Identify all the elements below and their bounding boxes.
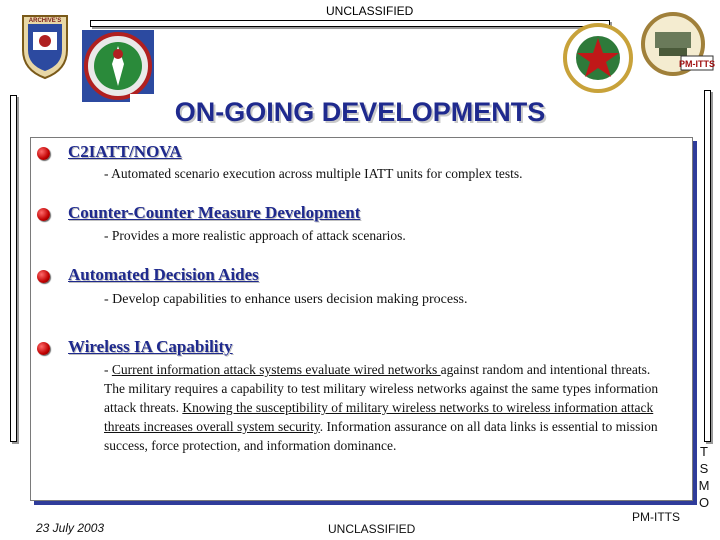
footer-classification: UNCLASSIFIED	[328, 522, 416, 536]
side-letter: T	[700, 444, 708, 459]
desc-underlined-1: Current information attack systems evaluate wired networks	[111, 362, 441, 377]
top-classification: UNCLASSIFIED	[326, 4, 414, 18]
side-letter: M	[698, 478, 710, 493]
pm-itts-logo-text: PM-ITTS	[679, 59, 715, 69]
desc-plain-2: . Information assurance on all data links is essential to mission success, force protection, and information dominance.	[104, 419, 658, 453]
side-letter: S	[699, 461, 709, 476]
item-heading: Automated Decision Aides	[68, 265, 259, 284]
side-letters	[697, 443, 711, 511]
army-seal-logo-text: ARCHIVE'S	[28, 18, 62, 24]
side-letter: O	[698, 495, 710, 510]
item-description: - Provides a more realistic approach of attack scenarios.	[104, 228, 406, 243]
footer-date: 23 July 2003	[36, 521, 105, 535]
desc-dash: -	[104, 362, 112, 377]
star-emblem-logo	[562, 22, 634, 94]
pm-itts-logo	[637, 8, 715, 80]
footer-org: PM-ITTS	[632, 510, 680, 524]
item-heading: C2IATT/NOVA	[68, 142, 182, 161]
bullet-icon	[37, 147, 50, 160]
bullet-icon	[37, 342, 50, 355]
item-description: - Develop capabilities to enhance users decision making process.	[104, 292, 468, 307]
item-description	[104, 360, 662, 455]
bullet-icon	[37, 270, 50, 283]
army-seal-logo	[15, 10, 75, 80]
item-heading: Counter-Counter Measure Development	[68, 203, 361, 222]
top-bar	[90, 20, 610, 27]
item-description: - Automated scenario execution across multiple IATT units for complex tests.	[104, 166, 523, 181]
bullet-icon	[37, 208, 50, 221]
item-heading: Wireless IA Capability	[68, 337, 233, 356]
left-bar	[10, 95, 17, 442]
page-title: ON-GOING DEVELOPMENTS	[130, 94, 590, 130]
desc-plain-1: against random and intentional threats. The military requires a capability to test military wireless networks against the same types information attack threats.	[104, 362, 659, 415]
right-bar	[704, 90, 711, 442]
signal-crest-logo	[80, 28, 156, 104]
desc-underlined-2: Knowing the susceptibility of military wireless networks to wireless information attack threats increases overall system security	[104, 400, 654, 434]
